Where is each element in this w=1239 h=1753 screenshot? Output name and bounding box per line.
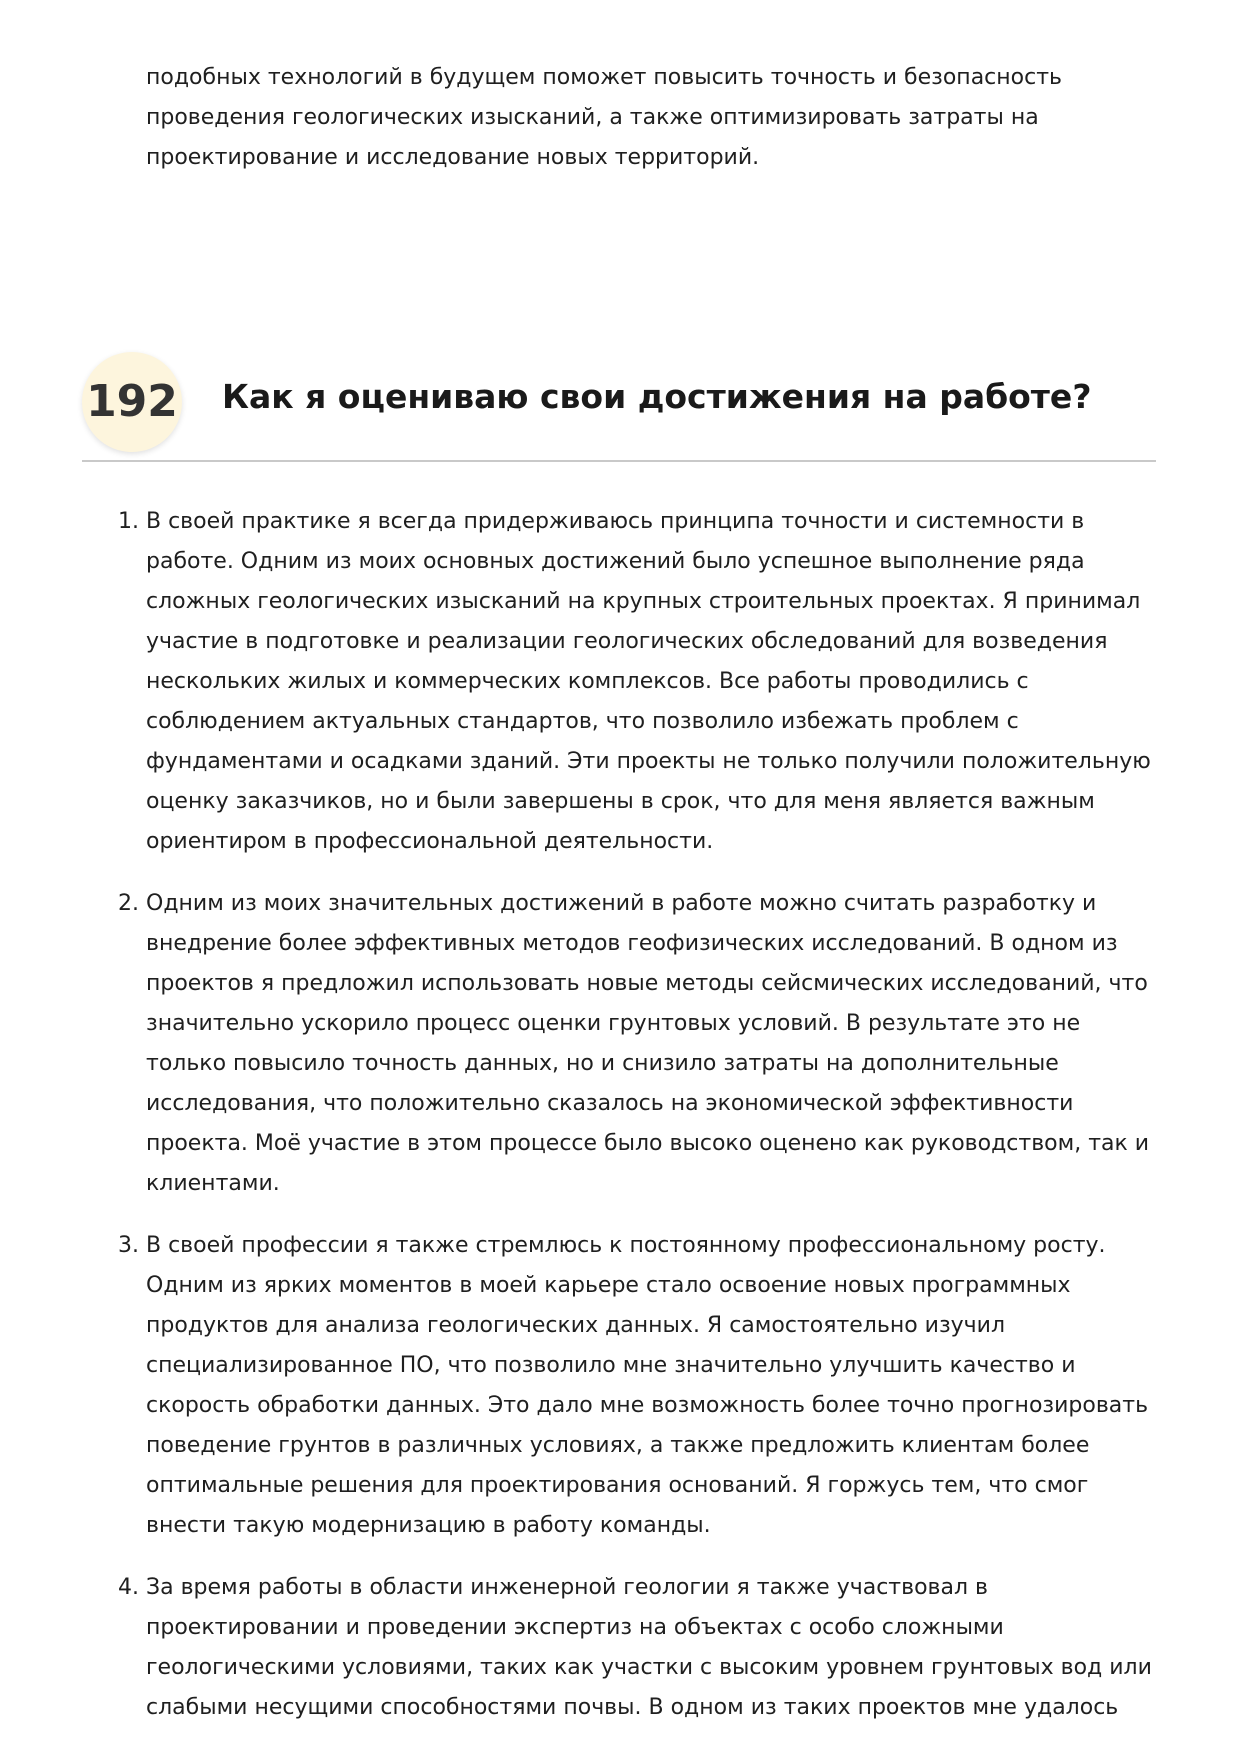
question-header bbox=[82, 352, 1156, 462]
answer-number: 1. bbox=[118, 509, 139, 534]
answer-text: Одним из моих значительных достижений в работе можно считать разработку и внедрение более эффективных методов геофизических исследований. В одном из проектов я предложил использовать новые методы сейсмических исследований, что значительно ускорило процесс оценки грунтовых условий. В результате это не только повысило точность данных, но и снизило затраты на дополнительные исследования, что положительно сказалось на экономической эффективности проекта. Моё участие в этом процессе было высоко оценено как руководством, так и клиентами. bbox=[146, 891, 1150, 1196]
answer-text: В своей практике я всегда придерживаюсь принципа точности и системности в работе. Одним из моих основных достижений было успешное выполнение ряда сложных геологических изысканий на крупных строительных проектах. Я принимал участие в подготовке и реализации геологических обследований для возведения нескольких жилых и коммерческих комплексов. Все работы проводились с соблюдением актуальных стандартов, что позволило избежать проблем с фундаментами и осадками зданий. Эти проекты не только получили положительную оценку заказчиков, но и были завершены в срок, что для меня является важным ориентиром в профессиональной деятельности. bbox=[146, 509, 1151, 854]
answer-number: 3. bbox=[118, 1233, 139, 1258]
answer-text: За время работы в области инженерной геологии я также участвовал в проектировании и проведении экспертиз на объектах с особо сложными геологическими условиями, таких как участки с высоким уровнем грунтовых вод или слабыми несущими способностями почвы. В одном из таких проектов мне удалось bbox=[146, 1575, 1152, 1720]
answer-item bbox=[118, 502, 1158, 862]
question-number-badge: 192 bbox=[82, 352, 182, 452]
answer-item bbox=[118, 1568, 1158, 1728]
question-title: Как я оцениваю свои достижения на работе? bbox=[222, 377, 1092, 416]
answer-number: 4. bbox=[118, 1575, 139, 1600]
answer-list bbox=[118, 502, 1158, 1750]
intro-paragraph: подобных технологий в будущем поможет повысить точность и безопасность проведения геологических изысканий, а также оптимизировать затраты на проектирование и исследование новых территорий. bbox=[146, 65, 1062, 170]
answer-item bbox=[118, 1226, 1158, 1546]
answer-text: В своей профессии я также стремлюсь к постоянному профессиональному росту. Одним из ярких моментов в моей карьере стало освоение новых программных продуктов для анализа геологических данных. Я самостоятельно изучил специализированное ПО, что позволило мне значительно улучшить качество и скорость обработки данных. Это дало мне возможность более точно прогнозировать поведение грунтов в различных условиях, а также предложить клиентам более оптимальные решения для проектирования оснований. Я горжусь тем, что смог внести такую модернизацию в работу команды. bbox=[146, 1233, 1149, 1538]
answer-number: 2. bbox=[118, 891, 139, 916]
answer-item bbox=[118, 884, 1158, 1204]
